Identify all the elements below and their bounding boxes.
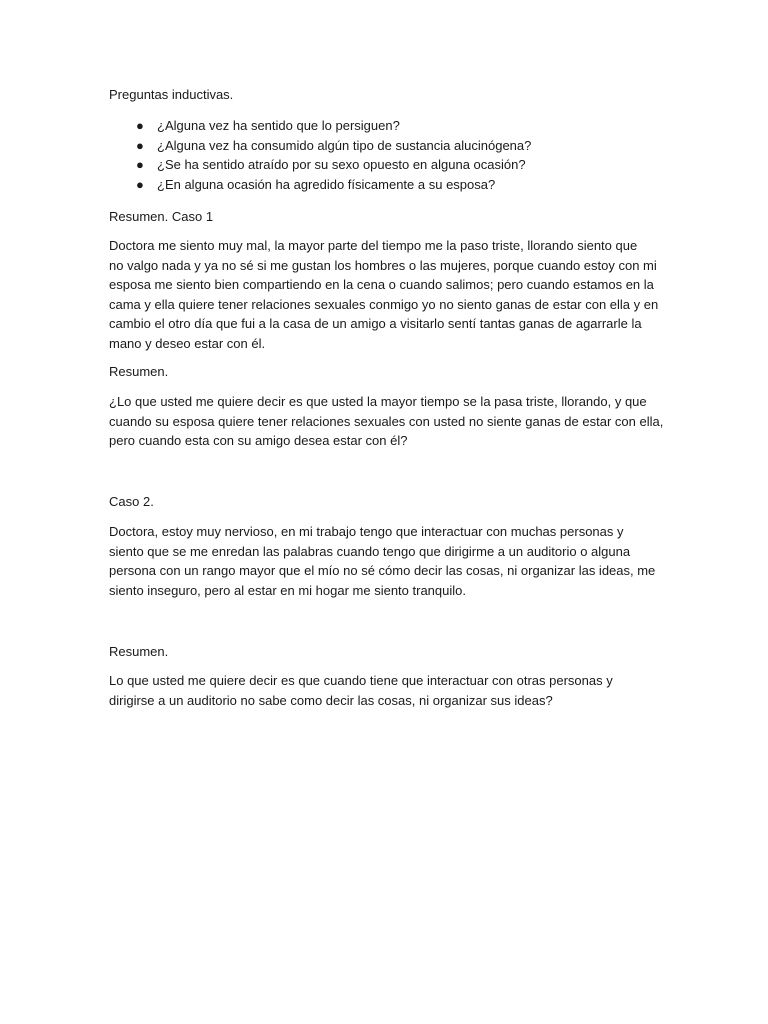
bullet-icon: ● xyxy=(136,176,144,192)
case2-paragraph xyxy=(109,522,669,600)
list-item xyxy=(109,136,531,156)
paragraph-line: cambio el otro día que fui a la casa de un amigo a visitarlo sentí tantas ganas de agarrarle la xyxy=(109,316,642,331)
paragraph-line: Doctora, estoy muy nervioso, en mi trabajo tengo que interactuar con muchas personas y xyxy=(109,524,624,539)
paragraph-line: siento inseguro, pero al estar en mi hogar me siento tranquilo. xyxy=(109,582,466,598)
list-item xyxy=(109,175,531,195)
case2-heading: Caso 2. xyxy=(109,494,154,509)
paragraph-line: esposa me siento bien compartiendo en la cena o cuando salimos; pero cuando estamos en la xyxy=(109,277,654,292)
paragraph-line: no valgo nada y ya no sé si me gustan los hombres o las mujeres, porque cuando estoy con mi xyxy=(109,257,657,273)
paragraph-line: cama y ella quiere tener relaciones sexuales conmigo yo no siento ganas de estar con ella y en xyxy=(109,296,659,312)
paragraph-line: Doctora me siento muy mal, la mayor parte del tiempo me la paso triste, llorando siento que xyxy=(109,238,638,253)
case1-paragraph xyxy=(109,236,669,353)
paragraph-line: dirigirse a un auditorio no sabe como decir las cosas, ni organizar sus ideas? xyxy=(109,692,553,708)
paragraph-line: pero cuando esta con su amigo desea estar con él? xyxy=(109,433,408,448)
bullet-icon: ● xyxy=(136,157,144,172)
case1-heading: Resumen. Caso 1 xyxy=(109,209,214,224)
resumen1-heading: Resumen. xyxy=(109,364,169,379)
paragraph-line: cuando su esposa quiere tener relaciones sexuales con usted no siente ganas de estar con ella, xyxy=(109,413,664,429)
bullet-icon: ● xyxy=(136,137,144,153)
list-item xyxy=(109,116,531,136)
question-text: ¿Alguna vez ha sentido que lo persiguen? xyxy=(157,118,400,133)
question-text: ¿En alguna ocasión ha agredido físicamente a su esposa? xyxy=(157,176,496,192)
resumen2-heading: Resumen. xyxy=(109,644,169,659)
resumen2-paragraph xyxy=(109,671,669,710)
bullet-icon: ● xyxy=(136,118,144,133)
document-title: Preguntas inductivas. xyxy=(109,87,234,102)
question-text: ¿Se ha sentido atraído por su sexo opuesto en alguna ocasión? xyxy=(157,157,526,172)
paragraph-line: ¿Lo que usted me quiere decir es que usted la mayor tiempo se la pasa triste, llorando, y que xyxy=(109,394,647,409)
paragraph-line: Lo que usted me quiere decir es que cuando tiene que interactuar con otras personas y xyxy=(109,673,613,688)
question-text: ¿Alguna vez ha consumido algún tipo de sustancia alucinógena? xyxy=(157,137,532,153)
list-item xyxy=(109,155,531,175)
paragraph-line: mano y deseo estar con él. xyxy=(109,335,266,351)
paragraph-line: siento que se me enredan las palabras cuando tengo que dirigirme a un auditorio o alguna xyxy=(109,543,631,559)
question-list xyxy=(109,116,531,194)
paragraph-line: persona con un rango mayor que el mío no sé cómo decir las cosas, ni organizar las ideas, me xyxy=(109,563,656,578)
resumen1-paragraph xyxy=(109,392,669,451)
